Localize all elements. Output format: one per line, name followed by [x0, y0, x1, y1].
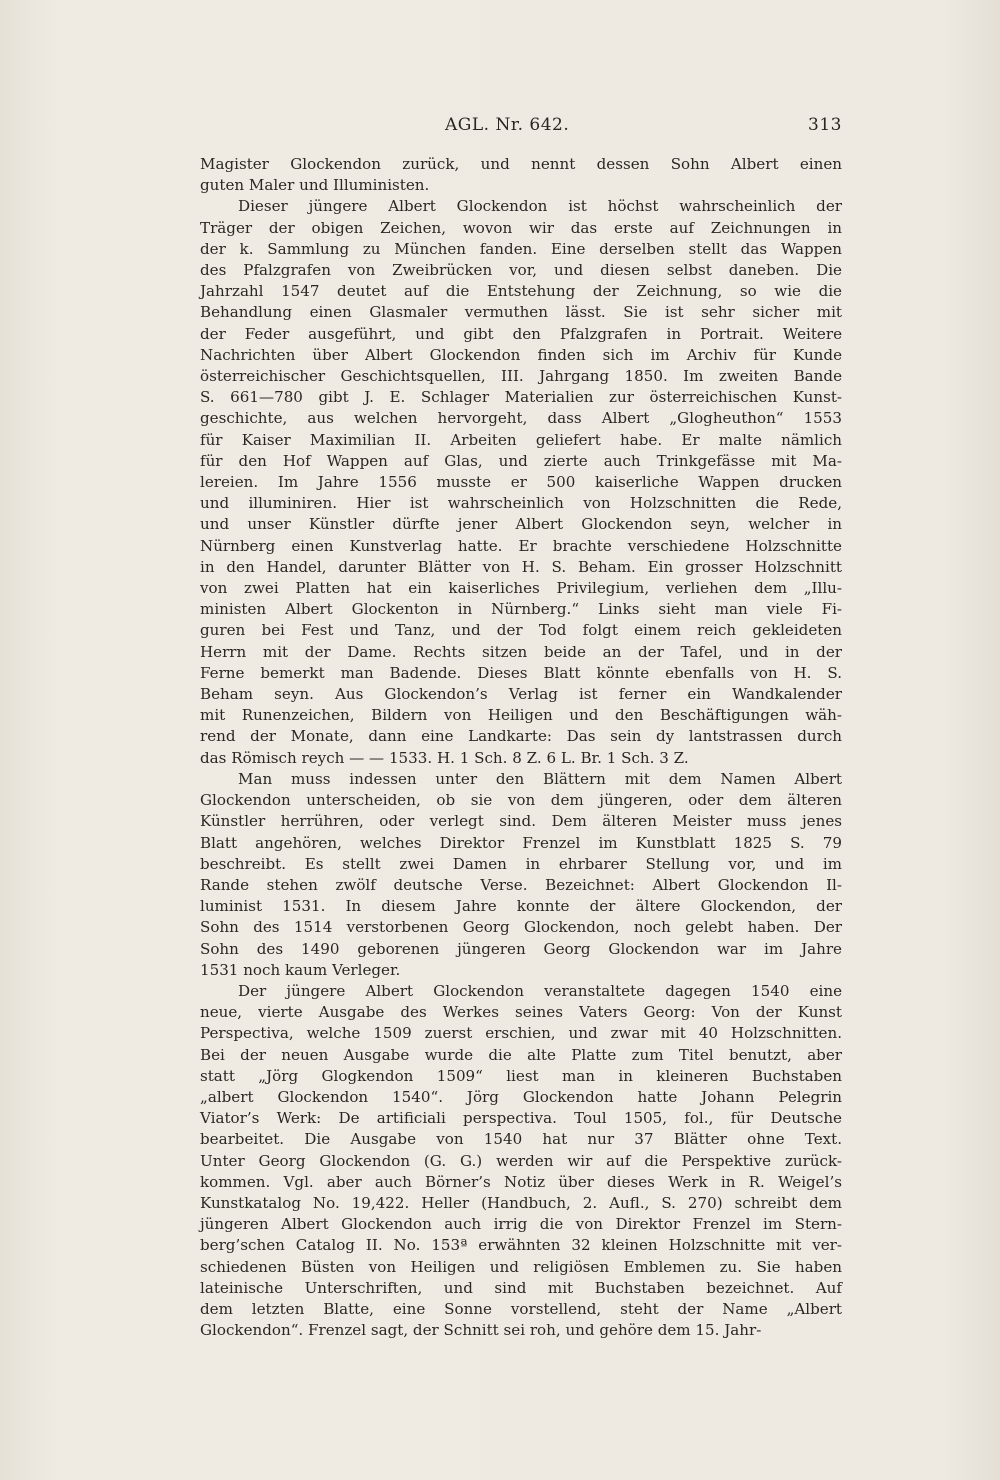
- text-line: guren bei Fest und Tanz, und der Tod folgt einem reich gekleideten: [200, 621, 842, 640]
- text-line: lateinische Unterschriften, und sind mit Buchstaben bezeichnet. Auf: [200, 1278, 842, 1297]
- text-line: Ferne bemerkt man Badende. Dieses Blatt könnte ebenfalls von H. S.: [200, 663, 842, 682]
- running-title: AGL. Nr. 642.: [445, 115, 570, 135]
- text-line: Künstler herrühren, oder verlegt sind. Dem älteren Meister muss jenes: [200, 812, 842, 831]
- text-line: guten Maler und Illuministen.: [200, 176, 430, 195]
- text-line: Jahrzahl 1547 deutet auf die Entstehung der Zeichnung, so wie die: [200, 282, 842, 301]
- text-line: Perspectiva, welche 1509 zuerst erschien, und zwar mit 40 Holzschnitten.: [200, 1024, 842, 1043]
- text-line: Beham seyn. Aus Glockendon’s Verlag ist ferner ein Wandkalender: [200, 685, 842, 704]
- text-line: berg’schen Catalog II. No. 153ª erwähnten 32 kleinen Holzschnitte mit ver-: [200, 1236, 842, 1255]
- text-line: Sohn des 1490 geborenen jüngeren Georg Glockendon war im Jahre: [200, 939, 842, 958]
- text-line: dem letzten Blatte, eine Sonne vorstellend, steht der Name „Albert: [200, 1299, 842, 1318]
- paragraph: [200, 981, 842, 1341]
- text-line: für den Hof Wappen auf Glas, und zierte auch Trinkgefässe mit Ma-: [200, 451, 842, 470]
- page-number: 313: [808, 115, 842, 135]
- text-line: das Römisch reych — — 1533. H. 1 Sch. 8 Z. 6 L. Br. 1 Sch. 3 Z.: [200, 748, 689, 767]
- text-line: österreichischer Geschichtsquellen, III. Jahrgang 1850. Im zweiten Bande: [200, 367, 842, 386]
- text-line: der k. Sammlung zu München fanden. Eine derselben stellt das Wappen: [200, 239, 842, 258]
- text-line: von zwei Platten hat ein kaiserliches Privilegium, verliehen dem „Illu-: [200, 579, 842, 598]
- text-line: „albert Glockendon 1540“. Jörg Glockendon hatte Johann Pelegrin: [200, 1087, 842, 1106]
- text-line: ministen Albert Glockenton in Nürnberg.“ Links sieht man viele Fi-: [200, 600, 842, 619]
- text-line: neue, vierte Ausgabe des Werkes seines Vaters Georg: Von der Kunst: [200, 1003, 842, 1022]
- text-line: Bei der neuen Ausgabe wurde die alte Platte zum Titel benutzt, aber: [200, 1045, 842, 1064]
- running-header: [200, 115, 842, 139]
- text-line: statt „Jörg Glogkendon 1509“ liest man in kleineren Buchstaben: [200, 1066, 842, 1085]
- text-line: Behandlung einen Glasmaler vermuthen lässt. Sie ist sehr sicher mit: [200, 303, 842, 322]
- text-line: Rande stehen zwölf deutsche Verse. Bezeichnet: Albert Glockendon Il-: [200, 875, 842, 894]
- text-line: Der jüngere Albert Glockendon veranstaltete dagegen 1540 eine: [238, 981, 842, 1000]
- text-line: Man muss indessen unter den Blättern mit dem Namen Albert: [238, 769, 842, 788]
- text-line: rend der Monate, dann eine Landkarte: Das sein dy lantstrassen durch: [200, 727, 842, 746]
- paragraph: [200, 769, 842, 981]
- text-line: Nachrichten über Albert Glockendon finden sich im Archiv für Kunde: [200, 345, 842, 364]
- text-line: bearbeitet. Die Ausgabe von 1540 hat nur 37 Blätter ohne Text.: [200, 1130, 842, 1149]
- text-line: Herrn mit der Dame. Rechts sitzen beide an der Tafel, und in der: [200, 642, 842, 661]
- text-line: der Feder ausgeführt, und gibt den Pfalzgrafen in Portrait. Weitere: [200, 324, 842, 343]
- text-line: mit Runenzeichen, Bildern von Heiligen und den Beschäftigungen wäh-: [200, 706, 842, 725]
- text-line: Dieser jüngere Albert Glockendon ist höchst wahrscheinlich der: [238, 197, 842, 216]
- text-line: Magister Glockendon zurück, und nennt dessen Sohn Albert einen: [200, 155, 842, 173]
- text-line: Glockendon“. Frenzel sagt, der Schnitt sei roh, und gehöre dem 15. Jahr-: [200, 1321, 762, 1340]
- text-line: schiedenen Büsten von Heiligen und religiösen Emblemen zu. Sie haben: [200, 1257, 842, 1276]
- text-line: und unser Künstler dürfte jener Albert Glockendon seyn, welcher in: [200, 515, 842, 534]
- paragraph: [200, 154, 842, 196]
- text-line: luminist 1531. In diesem Jahre konnte der ältere Glockendon, der: [200, 897, 842, 916]
- text-line: kommen. Vgl. aber auch Börner’s Notiz über dieses Werk in R. Weigel’s: [200, 1172, 842, 1191]
- text-line: für Kaiser Maximilian II. Arbeiten geliefert habe. Er malte nämlich: [200, 430, 842, 449]
- text-line: des Pfalzgrafen von Zweibrücken vor, und diesen selbst daneben. Die: [200, 261, 842, 280]
- text-line: geschichte, aus welchen hervorgeht, dass Albert „Glogheuthon“ 1553: [200, 409, 842, 428]
- text-line: Kunstkatalog No. 19,422. Heller (Handbuch, 2. Aufl., S. 270) schreibt dem: [200, 1193, 842, 1212]
- text-line: beschreibt. Es stellt zwei Damen in ehrbarer Stellung vor, und im: [200, 854, 842, 873]
- text-line: S. 661—780 gibt J. E. Schlager Materialien zur österreichischen Kunst-: [200, 388, 842, 407]
- text-line: 1531 noch kaum Verleger.: [200, 960, 401, 979]
- text-line: in den Handel, darunter Blätter von H. S. Beham. Ein grosser Holzschnitt: [200, 557, 842, 576]
- text-line: Glockendon unterscheiden, ob sie von dem jüngeren, oder dem älteren: [200, 791, 842, 810]
- paragraph: [200, 196, 842, 768]
- text-line: jüngeren Albert Glockendon auch irrig die von Direktor Frenzel im Stern-: [200, 1215, 842, 1234]
- text-line: lereien. Im Jahre 1556 musste er 500 kaiserliche Wappen drucken: [200, 473, 842, 492]
- text-line: Viator’s Werk: De artificiali perspectiva. Toul 1505, fol., für Deutsche: [200, 1109, 842, 1128]
- text-line: Träger der obigen Zeichen, wovon wir das erste auf Zeichnungen in: [200, 218, 842, 237]
- text-line: Nürnberg einen Kunstverlag hatte. Er brachte verschiedene Holzschnitte: [200, 536, 842, 555]
- text-line: Blatt angehören, welches Direktor Frenzel im Kunstblatt 1825 S. 79: [200, 833, 842, 852]
- text-line: Unter Georg Glockendon (G. G.) werden wir auf die Perspektive zurück-: [200, 1151, 842, 1170]
- text-line: Sohn des 1514 verstorbenen Georg Glockendon, noch gelebt haben. Der: [200, 918, 842, 937]
- text-body: [200, 154, 842, 1341]
- text-line: und illuminiren. Hier ist wahrscheinlich von Holzschnitten die Rede,: [200, 494, 842, 513]
